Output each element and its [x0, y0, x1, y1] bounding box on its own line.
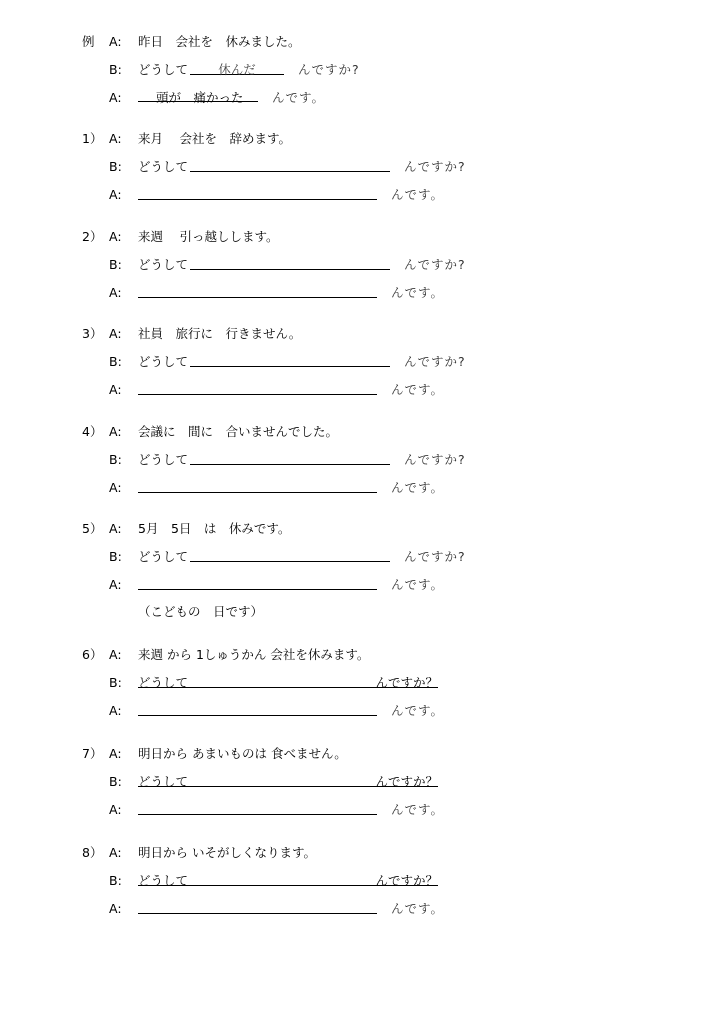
underlined-question[interactable]: どうして んですか？	[138, 774, 439, 789]
item-number: 4）	[82, 424, 103, 439]
reason-blank[interactable]	[138, 283, 377, 298]
answer-suffix: んです。	[391, 285, 445, 300]
speaker-label: A:	[109, 802, 122, 817]
item-3-line-a2	[0, 380, 724, 400]
item-number: 2）	[82, 229, 103, 244]
item-5-line-a2	[0, 575, 724, 595]
question-suffix: んですか?	[404, 354, 466, 369]
answer-suffix: んです。	[391, 577, 445, 592]
item-5-note	[0, 602, 724, 622]
speaker-label: B:	[109, 549, 122, 564]
example-reason-fill: 頭が 痛かった	[138, 88, 258, 102]
speaker-label: A:	[109, 187, 122, 202]
reason-blank[interactable]	[138, 701, 377, 716]
speaker-label: B:	[109, 159, 122, 174]
item-6-line-a	[0, 645, 724, 665]
speaker-label: A:	[109, 285, 122, 300]
item-8-line-a	[0, 843, 724, 863]
speaker-label: A:	[109, 480, 122, 495]
item-number: 7）	[82, 746, 103, 761]
question-suffix: んですか?	[298, 62, 360, 77]
answer-suffix: んです。	[391, 480, 445, 495]
example-line-b	[0, 60, 724, 80]
question-suffix: んですか?	[404, 452, 466, 467]
statement: 明日から いそがしくなります。	[138, 845, 316, 860]
item-6-line-a2	[0, 701, 724, 721]
item-2-line-a2	[0, 283, 724, 303]
answer-blank[interactable]	[190, 547, 390, 562]
question-suffix: んですか?	[404, 549, 466, 564]
item-number: 1）	[82, 131, 103, 146]
answer-blank[interactable]	[190, 157, 390, 172]
question-prefix: どうして	[138, 452, 189, 467]
statement: 会議に 間に 合いませんでした。	[138, 424, 339, 439]
underlined-question[interactable]: どうして んですか？	[138, 873, 439, 888]
statement: 来週 引っ越しします。	[138, 229, 279, 244]
example-answer-fill: 休んだ	[190, 60, 284, 75]
speaker-label: A:	[109, 90, 122, 105]
item-number: 8）	[82, 845, 103, 860]
speaker-label: B:	[109, 873, 122, 888]
speaker-label: A:	[109, 34, 122, 49]
underlined-question[interactable]: どうして んですか？	[138, 675, 439, 690]
answer-blank[interactable]	[190, 450, 390, 465]
speaker-label: B:	[109, 354, 122, 369]
item-6-line-b	[0, 673, 724, 693]
answer-blank[interactable]	[190, 255, 390, 270]
speaker-label: A:	[109, 326, 122, 341]
statement: 5月 5日 は 休みです。	[138, 521, 291, 536]
speaker-label: B:	[109, 774, 122, 789]
question-prefix: どうして	[138, 159, 189, 174]
item-5-line-a	[0, 519, 724, 539]
item-5-line-b	[0, 547, 724, 567]
speaker-label: A:	[109, 382, 122, 397]
item-1-line-b	[0, 157, 724, 177]
speaker-label: A:	[109, 229, 122, 244]
answer-suffix: んです。	[391, 382, 445, 397]
example-line-a	[0, 32, 724, 52]
speaker-label: A:	[109, 845, 122, 860]
item-number: 5）	[82, 521, 103, 536]
example-line-a2	[0, 88, 724, 108]
question-suffix: んですか?	[404, 159, 466, 174]
statement: 来週 から 1しゅうかん 会社を休みます。	[138, 647, 370, 662]
answer-suffix: んです。	[391, 187, 445, 202]
speaker-label: A:	[109, 577, 122, 592]
speaker-label: B:	[109, 675, 122, 690]
item-3-line-a	[0, 324, 724, 344]
question-prefix: どうして	[138, 354, 189, 369]
question-suffix: んですか?	[404, 257, 466, 272]
speaker-label: B:	[109, 452, 122, 467]
question-prefix: どうして	[138, 257, 189, 272]
item-1-line-a	[0, 129, 724, 149]
example-statement: 昨日 会社を 休みました。	[138, 34, 301, 49]
item-7-line-a	[0, 744, 724, 764]
item-4-line-a	[0, 422, 724, 442]
item-8-line-b	[0, 871, 724, 891]
statement: 明日から あまいものは 食べません。	[138, 746, 347, 761]
item-4-line-a2	[0, 478, 724, 498]
answer-suffix: んです。	[391, 703, 445, 718]
example-label: 例	[82, 34, 95, 49]
answer-suffix: んです。	[391, 901, 445, 916]
speaker-label: A:	[109, 647, 122, 662]
item-number: 3）	[82, 326, 103, 341]
item-7-line-a2	[0, 800, 724, 820]
speaker-label: A:	[109, 703, 122, 718]
reason-blank[interactable]	[138, 185, 377, 200]
item-number: 6）	[82, 647, 103, 662]
statement: 社員 旅行に 行きません。	[138, 326, 302, 341]
item-2-line-b	[0, 255, 724, 275]
reason-blank[interactable]	[138, 575, 377, 590]
reason-blank[interactable]	[138, 478, 377, 493]
speaker-label: B:	[109, 62, 122, 77]
speaker-label: B:	[109, 257, 122, 272]
speaker-label: A:	[109, 424, 122, 439]
speaker-label: A:	[109, 131, 122, 146]
item-1-line-a2	[0, 185, 724, 205]
item-3-line-b	[0, 352, 724, 372]
answer-suffix: んです。	[391, 802, 445, 817]
reason-blank[interactable]	[138, 899, 377, 914]
item-8-line-a2	[0, 899, 724, 919]
speaker-label: A:	[109, 901, 122, 916]
question-prefix: どうして	[138, 62, 189, 77]
reason-blank[interactable]	[138, 800, 377, 815]
hint-note: （こどもの 日です）	[138, 604, 264, 619]
question-prefix: どうして	[138, 549, 189, 564]
answer-suffix: んです。	[272, 90, 326, 105]
speaker-label: A:	[109, 746, 122, 761]
speaker-label: A:	[109, 521, 122, 536]
answer-blank[interactable]	[190, 352, 390, 367]
reason-blank[interactable]	[138, 380, 377, 395]
statement: 来月 会社を 辞めます。	[138, 131, 291, 146]
item-2-line-a	[0, 227, 724, 247]
item-4-line-b	[0, 450, 724, 470]
item-7-line-b	[0, 772, 724, 792]
